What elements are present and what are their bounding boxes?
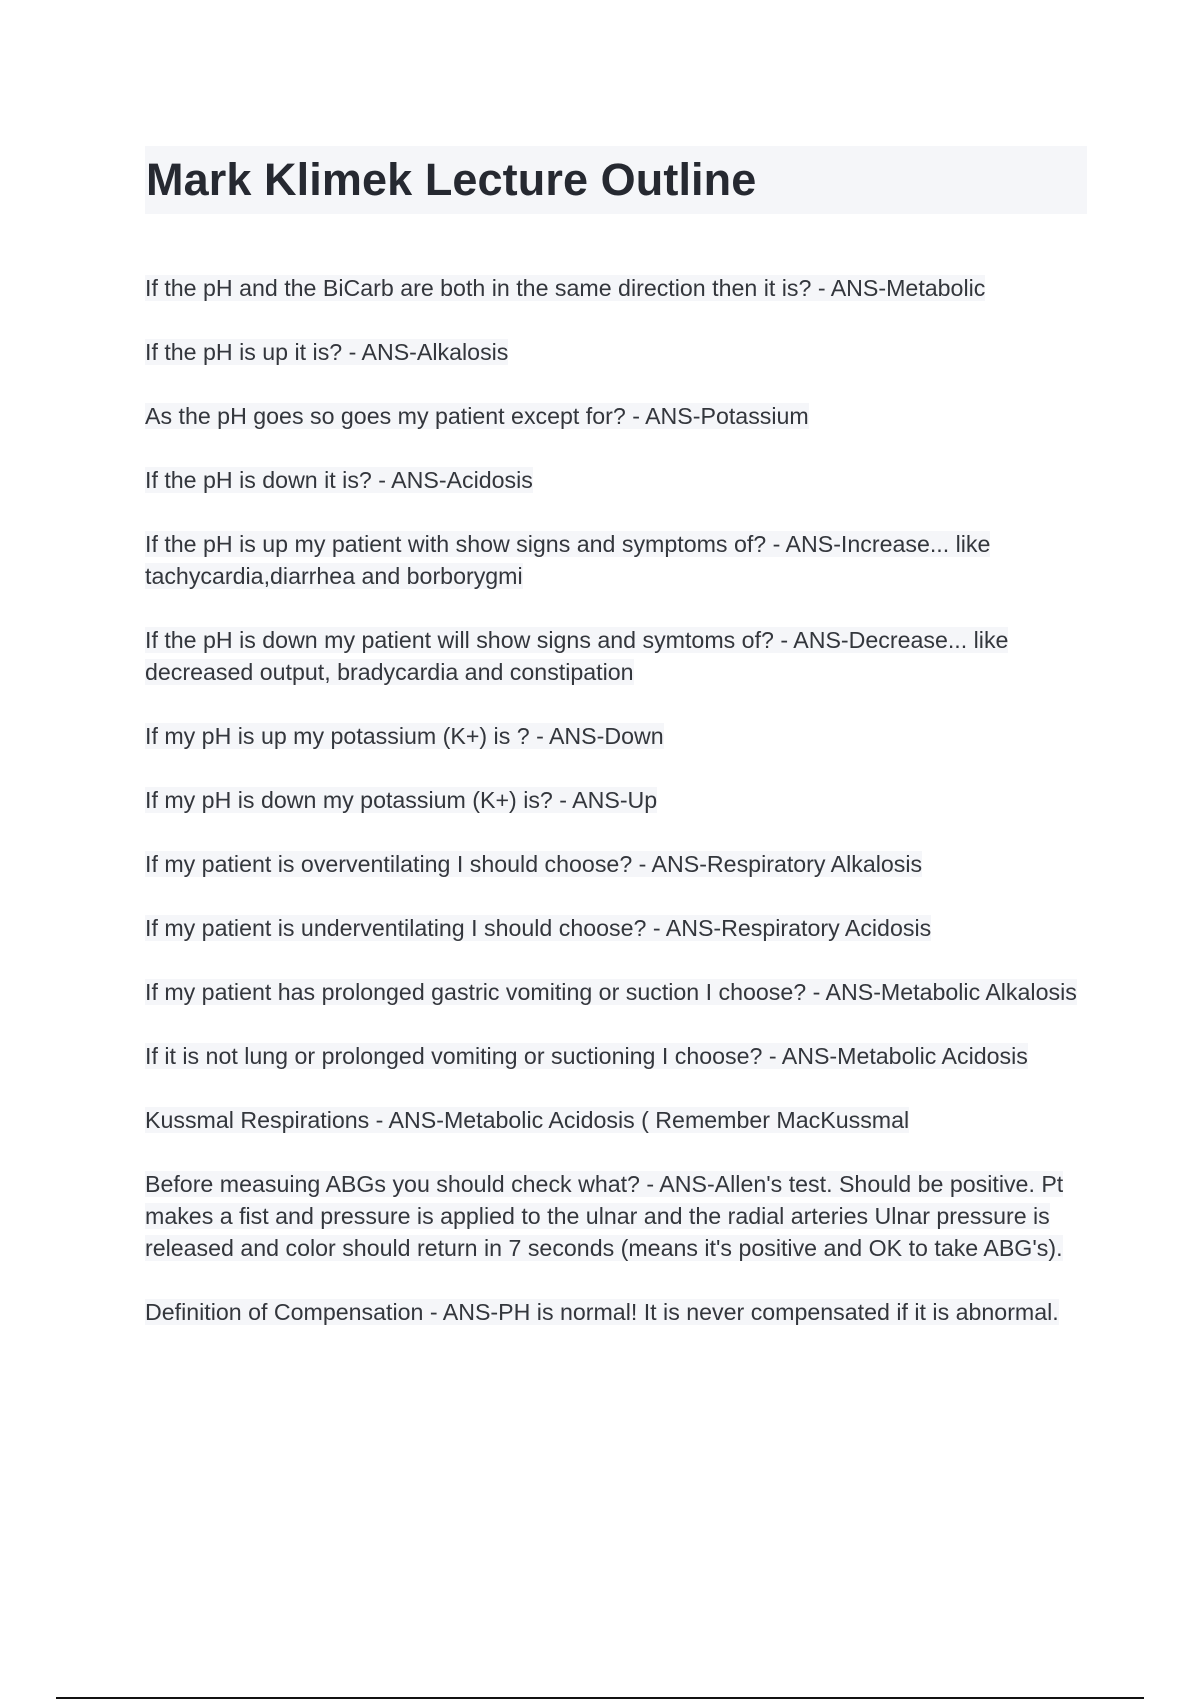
qa-text: If the pH is down it is? - ANS-Acidosis	[145, 467, 533, 493]
qa-item	[145, 336, 1095, 368]
qa-item	[145, 400, 1095, 432]
qa-text: If my pH is up my potassium (K+) is ? - ANS-Down	[145, 723, 664, 749]
qa-text: As the pH goes so goes my patient except for? - ANS-Potassium	[145, 403, 809, 429]
qa-item	[145, 912, 1095, 944]
qa-text: If the pH and the BiCarb are both in the same direction then it is? - ANS-Metabolic	[145, 275, 986, 301]
qa-text: If my patient is underventilating I should choose? - ANS-Respiratory Acidosis	[145, 915, 932, 941]
qa-item	[145, 624, 1095, 688]
qa-item	[145, 272, 1095, 304]
qa-item	[145, 784, 1095, 816]
qa-text: If my patient is overventilating I should choose? - ANS-Respiratory Alkalosis	[145, 851, 923, 877]
qa-text: Before measuing ABGs you should check what? - ANS-Allen's test. Should be positive. Pt makes a fist and pressure is applied to the ulnar and the radial arteries Ulnar pressure is released and color should return in 7 seconds (means it's positive and OK to take ABG's).	[145, 1171, 1064, 1261]
qa-item	[145, 464, 1095, 496]
qa-text: If the pH is up it is? - ANS-Alkalosis	[145, 339, 509, 365]
qa-item	[145, 976, 1095, 1008]
qa-item	[145, 1168, 1095, 1264]
qa-item	[145, 1296, 1095, 1328]
qa-list	[145, 272, 1095, 1360]
qa-item	[145, 1040, 1095, 1072]
title-block	[145, 146, 1087, 214]
qa-text: If the pH is up my patient with show signs and symptoms of? - ANS-Increase... like tachycardia,diarrhea and borborygmi	[145, 531, 991, 589]
qa-text: If the pH is down my patient will show signs and symtoms of? - ANS-Decrease... like decreased output, bradycardia and constipation	[145, 627, 1009, 685]
qa-item	[145, 1104, 1095, 1136]
footer-rule	[56, 1697, 1144, 1699]
qa-text: If my pH is down my potassium (K+) is? - ANS-Up	[145, 787, 658, 813]
qa-item	[145, 720, 1095, 752]
qa-text: Kussmal Respirations - ANS-Metabolic Acidosis ( Remember MacKussmal	[145, 1107, 910, 1133]
qa-item	[145, 848, 1095, 880]
qa-text: If it is not lung or prolonged vomiting or suctioning I choose? - ANS-Metabolic Acidosis	[145, 1043, 1028, 1069]
page-title: Mark Klimek Lecture Outline	[146, 154, 757, 205]
qa-text: If my patient has prolonged gastric vomiting or suction I choose? - ANS-Metabolic Alkalosis	[145, 979, 1077, 1005]
qa-text: Definition of Compensation - ANS-PH is normal! It is never compensated if it is abnormal.	[145, 1299, 1059, 1325]
qa-item	[145, 528, 1095, 592]
